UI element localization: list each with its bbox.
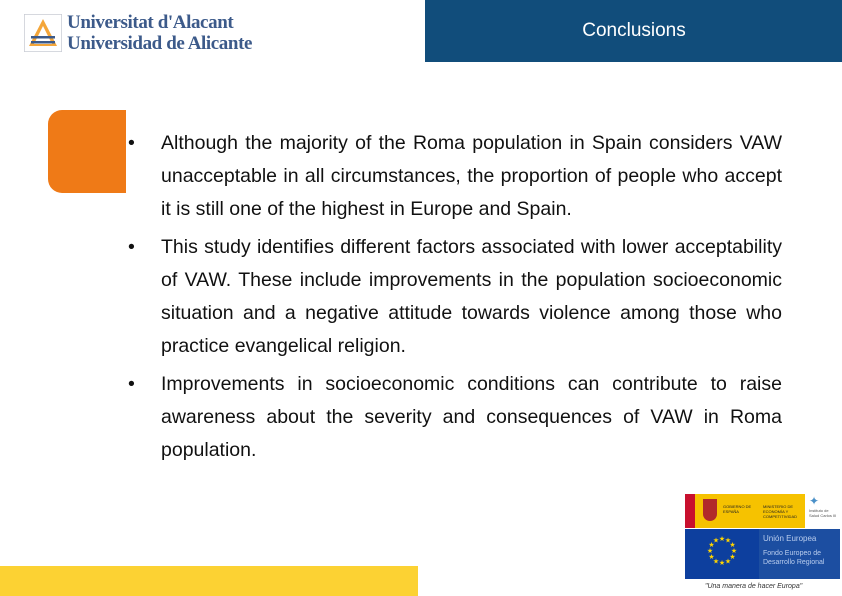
list-item	[126, 127, 782, 226]
university-logo	[24, 12, 254, 56]
conclusions-list	[126, 127, 782, 472]
university-logo-icon	[24, 14, 62, 52]
funder-logos	[685, 494, 840, 596]
eu-motto: "Una manera de hacer Europa"	[705, 583, 803, 590]
bullet-marker: •	[128, 373, 135, 395]
svg-text:★: ★	[730, 547, 738, 555]
svg-text:★: ★	[708, 553, 715, 561]
svg-text:★: ★	[706, 547, 714, 555]
logo-line-1: Universitat d'Alacant	[67, 12, 234, 33]
svg-text:★: ★	[712, 536, 720, 545]
svg-text:★: ★	[712, 557, 720, 566]
svg-text:★: ★	[724, 536, 732, 545]
eu-stars	[685, 529, 759, 579]
bullet-marker: •	[128, 236, 135, 258]
svg-text:★: ★	[729, 553, 736, 561]
page-title: Conclusions	[582, 20, 686, 41]
svg-text:★: ★	[729, 541, 736, 549]
carlos-iii-logo	[809, 494, 839, 528]
yellow-footer-bar	[0, 566, 418, 596]
list-item	[126, 231, 782, 363]
bullet-text: Although the majority of the Roma population in Spain considers VAW unacceptable in all circumstances, the proportion of people who accept it is still one of the highest in Europe and Spain.	[161, 132, 782, 220]
eu-fund-panel	[759, 529, 840, 579]
spanish-government-logo	[685, 494, 805, 528]
ministry-text: MINISTERIO DE ECONOMÍA Y COMPETITIVIDAD	[763, 504, 798, 519]
orange-accent-block	[48, 110, 126, 193]
institute-text: Instituto de Salud Carlos III	[809, 508, 837, 518]
svg-text:★: ★	[724, 557, 732, 566]
svg-text:★: ★	[718, 535, 726, 543]
carlos-iii-mark: ✦	[809, 494, 820, 508]
eu-title: Unión Europea	[763, 534, 817, 543]
list-item	[126, 368, 782, 467]
bullet-text: This study identifies different factors associated with lower acceptability of VAW. These include improvements in the population socioeconomic situation and a negative attitude towards violence among those who practice evangelical religion.	[161, 236, 782, 357]
spain-coat-of-arms-icon	[703, 499, 717, 521]
eu-flag-icon	[685, 529, 759, 579]
eu-fund-text: Fondo Europeo de Desarrollo Regional	[763, 550, 825, 566]
bullet-marker: •	[128, 132, 135, 154]
gov-text: GOBIERNO DE ESPAÑA	[723, 504, 752, 514]
svg-text:★: ★	[708, 541, 715, 549]
logo-line-2: Universidad de Alicante	[67, 33, 253, 54]
svg-text:★: ★	[718, 559, 726, 567]
bullet-text: Improvements in socioeconomic conditions can contribute to raise awareness about the severity and consequences of VAW in Roma population.	[161, 373, 782, 461]
flag-stripe	[685, 494, 695, 528]
title-bar	[425, 0, 842, 62]
